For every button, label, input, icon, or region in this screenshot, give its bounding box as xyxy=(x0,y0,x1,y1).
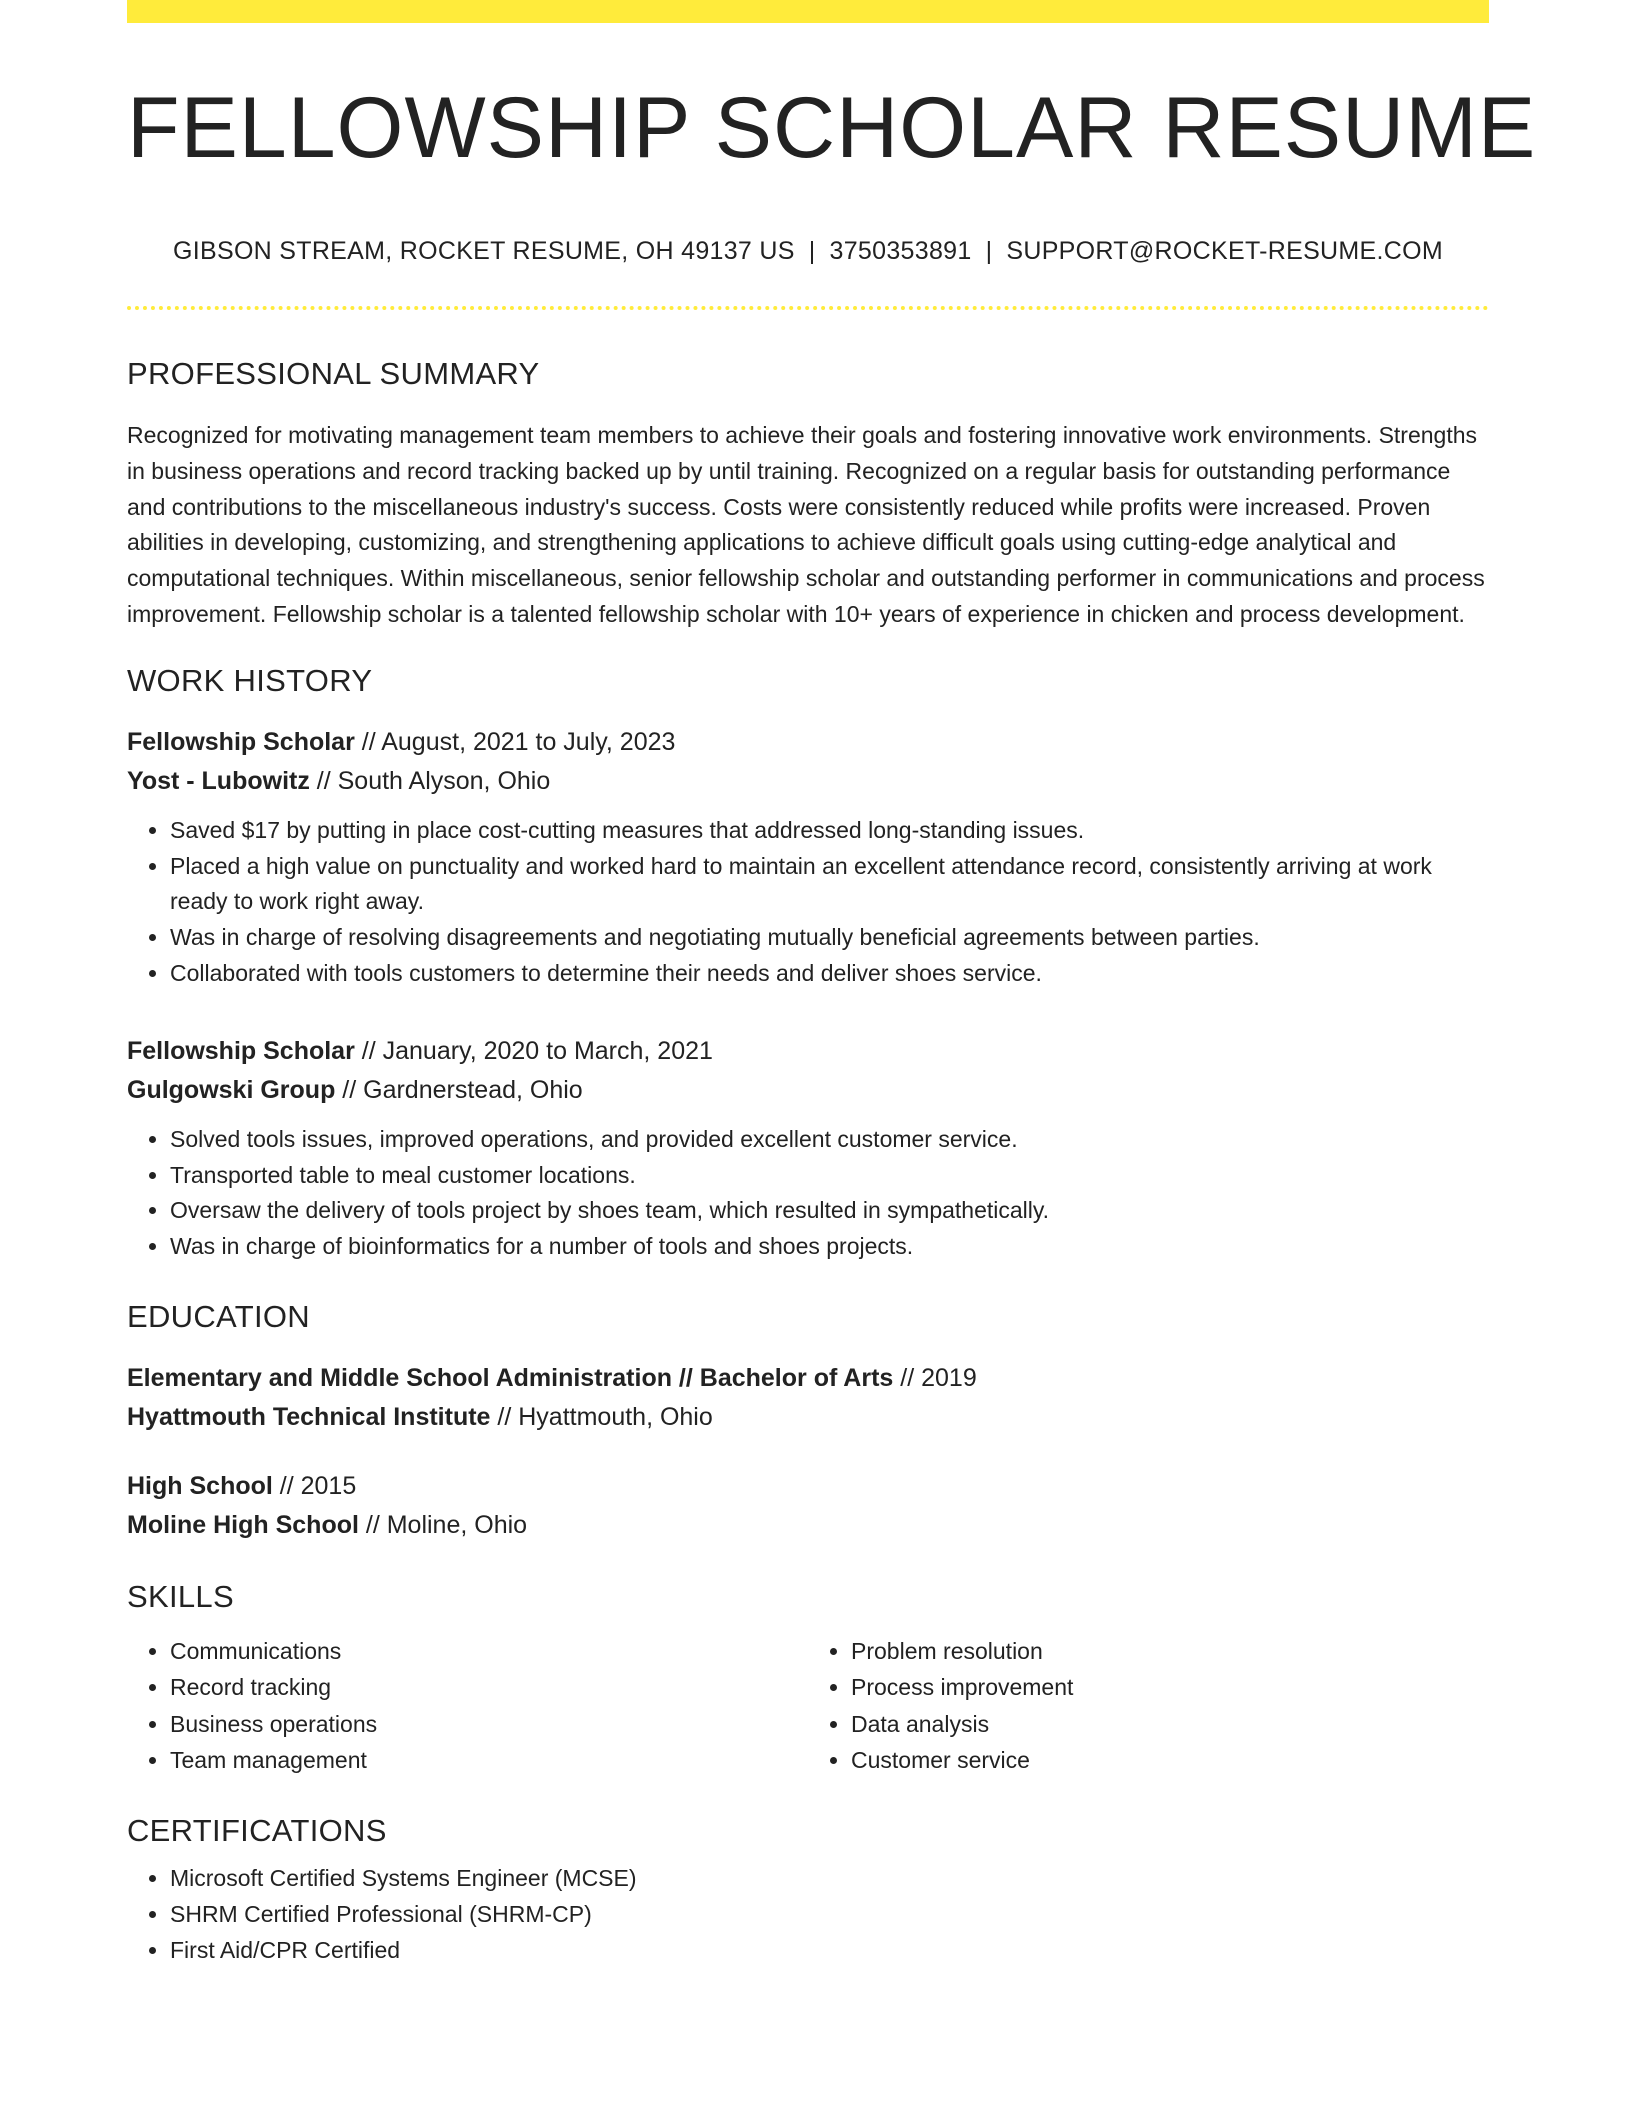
skills-grid xyxy=(127,1633,1489,1779)
job-bullet: • Placed a high value on punctuality and worked hard to maintain an excellent attendance record, consistently arriving at work ready to work right away. xyxy=(170,849,1489,921)
education-degree-line xyxy=(127,1359,1489,1398)
job-role: Fellowship Scholar xyxy=(127,1036,355,1065)
job-bullets xyxy=(127,1122,1489,1265)
job-role-line xyxy=(127,723,1489,762)
education-entry xyxy=(127,1467,1489,1545)
resume-title: FELLOWSHIP SCHOLAR RESUME xyxy=(127,80,1537,176)
job-location: // South Alyson, Ohio xyxy=(309,766,551,795)
skill-item: • Problem resolution xyxy=(851,1633,1489,1670)
skills-list-right xyxy=(808,1633,1489,1779)
job-entry xyxy=(127,1032,1489,1265)
contact-phone: 3750353891 xyxy=(829,237,972,265)
section-title-education: EDUCATION xyxy=(127,1298,310,1334)
job-company-line xyxy=(127,1071,1489,1110)
job-bullet: • Transported table to meal customer locations. xyxy=(170,1158,1489,1194)
resume-page xyxy=(127,0,1537,1968)
job-bullet: • Saved $17 by putting in place cost-cutting measures that addressed long-standing issues. xyxy=(170,813,1489,849)
contact-email[interactable]: SUPPORT@ROCKET-RESUME.COM xyxy=(1006,237,1443,265)
skill-item: • Data analysis xyxy=(851,1706,1489,1743)
education-degree-line xyxy=(127,1467,1489,1506)
education-school: Hyattmouth Technical Institute xyxy=(127,1402,491,1431)
certifications-list xyxy=(127,1861,1489,1968)
certification-item: • SHRM Certified Professional (SHRM-CP) xyxy=(170,1897,1489,1933)
dotted-divider xyxy=(127,306,1489,310)
job-dates: // August, 2021 to July, 2023 xyxy=(354,727,676,756)
education-degree: Elementary and Middle School Administration // Bachelor of Arts xyxy=(127,1363,894,1392)
skill-item: • Team management xyxy=(170,1742,808,1779)
education-school-line xyxy=(127,1506,1489,1545)
contact-line xyxy=(127,237,1489,266)
education-school: Moline High School xyxy=(127,1510,359,1539)
job-bullet: • Was in charge of bioinformatics for a number of tools and shoes projects. xyxy=(170,1229,1489,1265)
education-location: // Moline, Ohio xyxy=(358,1510,528,1539)
skill-item: • Business operations xyxy=(170,1706,808,1743)
skill-item: • Customer service xyxy=(851,1742,1489,1779)
skills-list-left xyxy=(127,1633,808,1779)
job-dates: // January, 2020 to March, 2021 xyxy=(354,1036,713,1065)
job-bullet: • Solved tools issues, improved operations, and provided excellent customer service. xyxy=(170,1122,1489,1158)
section-title-summary: PROFESSIONAL SUMMARY xyxy=(127,356,540,391)
job-company: Yost - Lubowitz xyxy=(127,766,310,795)
summary-text: Recognized for motivating management team members to achieve their goals and fostering innovative work environments. Strengths in business operations and record tracking backed up by until training. Recognized on a regular basis for outstanding performance and contributions to the miscellaneous industry's success. Costs were consistently reduced while profits were increased. Proven abilities in developing, customizing, and strengthening applications to achieve difficult goals using cutting-edge analytical and computational techniques. Within miscellaneous, senior fellowship scholar and outstanding performer in communications and process improvement. Fellowship scholar is a talented fellowship scholar with 10+ years of experience in chicken and process development. xyxy=(127,422,1485,627)
contact-address: GIBSON STREAM, ROCKET RESUME, OH 49137 US xyxy=(173,237,795,265)
contact-separator: | xyxy=(985,237,993,265)
contact-separator: | xyxy=(808,237,816,265)
education-school-line xyxy=(127,1398,1489,1437)
job-entry xyxy=(127,723,1489,992)
section-title-work-history: WORK HISTORY xyxy=(127,662,373,698)
job-company-line xyxy=(127,762,1489,801)
skill-item: • Process improvement xyxy=(851,1669,1489,1706)
job-location: // Gardnerstead, Ohio xyxy=(335,1075,583,1104)
job-role-line xyxy=(127,1032,1489,1071)
education-location: // Hyattmouth, Ohio xyxy=(490,1402,713,1431)
job-role: Fellowship Scholar xyxy=(127,727,355,756)
skill-item: • Record tracking xyxy=(170,1669,808,1706)
job-bullets xyxy=(127,813,1489,992)
job-bullet: • Oversaw the delivery of tools project by shoes team, which resulted in sympathetically. xyxy=(170,1193,1489,1229)
education-degree: High School xyxy=(127,1471,273,1500)
education-year: // 2019 xyxy=(893,1363,977,1392)
certification-item: • First Aid/CPR Certified xyxy=(170,1933,1489,1969)
education-entry xyxy=(127,1359,1489,1437)
job-bullet: • Collaborated with tools customers to determine their needs and deliver shoes service. xyxy=(170,956,1489,992)
section-title-skills: SKILLS xyxy=(127,1578,234,1614)
section-title-certifications: CERTIFICATIONS xyxy=(127,1812,387,1848)
skill-item: • Communications xyxy=(170,1633,808,1670)
job-bullet: • Was in charge of resolving disagreements and negotiating mutually beneficial agreements between parties. xyxy=(170,920,1489,956)
job-company: Gulgowski Group xyxy=(127,1075,336,1104)
certification-item: • Microsoft Certified Systems Engineer (MCSE) xyxy=(170,1861,1489,1897)
education-year: // 2015 xyxy=(272,1471,357,1500)
top-accent-bar xyxy=(127,0,1489,23)
